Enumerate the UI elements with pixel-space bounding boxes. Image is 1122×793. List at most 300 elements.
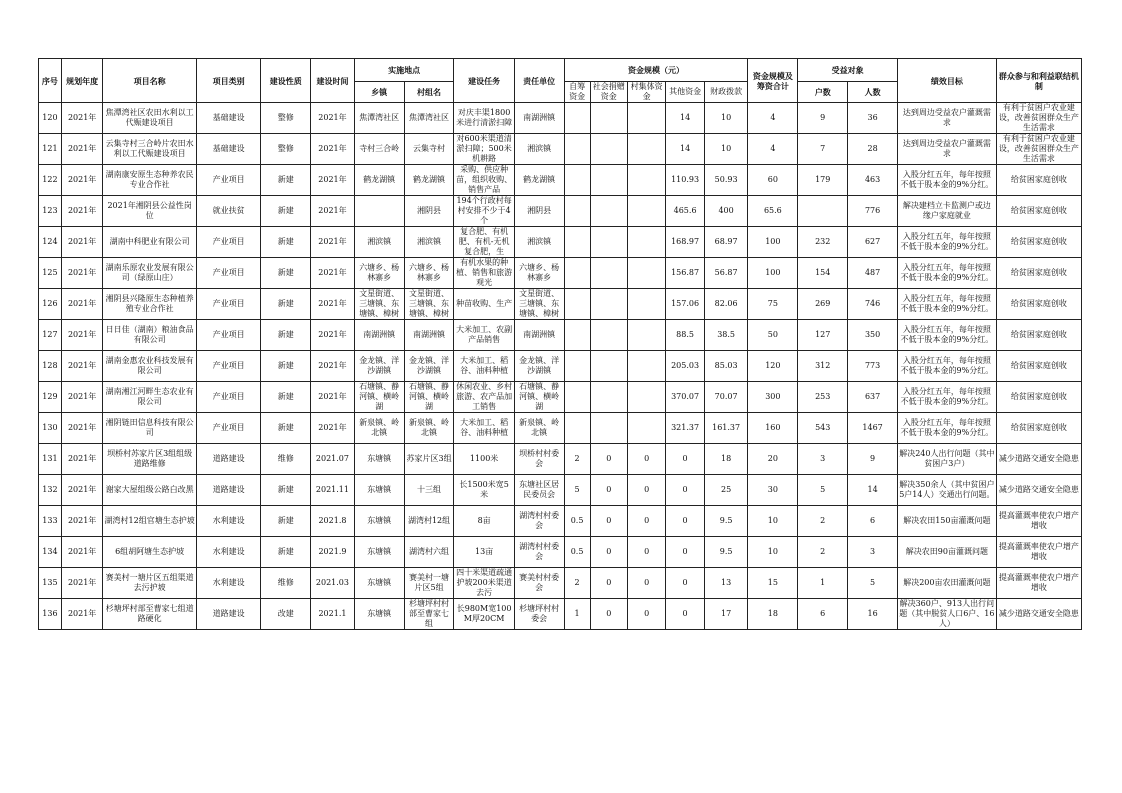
cell-seq: 128 — [39, 351, 62, 382]
cell-goal: 解决农田150亩灌溉问题 — [898, 506, 997, 537]
cell-collective: 0 — [627, 537, 665, 568]
cell-other: 168.97 — [666, 227, 704, 258]
cell-fiscal: 161.37 — [704, 413, 748, 444]
cell-time: 2021年 — [311, 320, 355, 351]
cell-seq: 130 — [39, 413, 62, 444]
cell-hu: 2 — [798, 537, 848, 568]
cell-goal: 解决350余人（其中贫困户5户14人）交通出行问题。 — [898, 475, 997, 506]
cell-task: 采购、供应种苗，组织收购、销售产品 — [454, 165, 514, 196]
cell-town: 东塘镇 — [354, 506, 404, 537]
cell-mechanism: 给贫困家庭创收 — [996, 351, 1081, 382]
cell-goal: 入股分红五年，每年按照不低于股本金的9%分红。 — [898, 227, 997, 258]
cell-other: 0 — [666, 599, 704, 630]
cell-year: 2021年 — [61, 289, 103, 320]
cell-nature: 新建 — [261, 258, 311, 289]
cell-village: 云集寺村 — [404, 134, 454, 165]
cell-time: 2021.9 — [311, 537, 355, 568]
cell-fiscal: 68.97 — [704, 227, 748, 258]
cell-unit: 湖湾村村委会 — [514, 537, 564, 568]
cell-mechanism: 减少道路交通安全隐患 — [996, 444, 1081, 475]
table-row — [39, 320, 1082, 351]
cell-nature: 新建 — [261, 382, 311, 413]
cell-self: 0.5 — [564, 506, 590, 537]
cell-mechanism: 给贫困家庭创收 — [996, 413, 1081, 444]
cell-ren: 36 — [848, 103, 898, 134]
cell-year: 2021年 — [61, 506, 103, 537]
cell-town: 六塘乡、杨林寨乡 — [354, 258, 404, 289]
cell-time: 2021.07 — [311, 444, 355, 475]
cell-year: 2021年 — [61, 382, 103, 413]
header-task: 建设任务 — [454, 59, 514, 103]
cell-ren: 487 — [848, 258, 898, 289]
cell-collective — [627, 227, 665, 258]
cell-name: 湘阴县兴隆原生态种植养殖专业合作社 — [103, 289, 196, 320]
cell-hu: 7 — [798, 134, 848, 165]
cell-time: 2021年 — [311, 382, 355, 413]
cell-total: 120 — [748, 351, 798, 382]
cell-unit: 湘阴县 — [514, 196, 564, 227]
cell-year: 2021年 — [61, 568, 103, 599]
cell-hu: 5 — [798, 475, 848, 506]
cell-unit: 新泉镇、岭北镇 — [514, 413, 564, 444]
cell-name: 日日佳（湖南）粮油食品有限公司 — [103, 320, 196, 351]
cell-fiscal: 9.5 — [704, 537, 748, 568]
cell-hu: 312 — [798, 351, 848, 382]
cell-mechanism: 给贫困家庭创收 — [996, 227, 1081, 258]
cell-goal: 解决240人出行问题（其中贫困户3户） — [898, 444, 997, 475]
cell-year: 2021年 — [61, 165, 103, 196]
cell-fiscal: 82.06 — [704, 289, 748, 320]
cell-seq: 122 — [39, 165, 62, 196]
cell-name: 湖湾村12组官塘生态护坡 — [103, 506, 196, 537]
cell-name: 湖南康安原生态种养农民专业合作社 — [103, 165, 196, 196]
cell-unit: 湖湾村村委会 — [514, 506, 564, 537]
table-row — [39, 475, 1082, 506]
cell-year: 2021年 — [61, 196, 103, 227]
cell-other: 157.06 — [666, 289, 704, 320]
cell-seq: 136 — [39, 599, 62, 630]
cell-nature: 维修 — [261, 444, 311, 475]
cell-village: 湖湾村12组 — [404, 506, 454, 537]
cell-task: 对600米渠道清淤扫障；500米机耕路 — [454, 134, 514, 165]
table-row — [39, 537, 1082, 568]
cell-total: 4 — [748, 134, 798, 165]
cell-name: 云集寺村三合岭片农田水利以工代赈建设项目 — [103, 134, 196, 165]
cell-ren: 776 — [848, 196, 898, 227]
cell-village: 苏家片区3组 — [404, 444, 454, 475]
cell-task: 1100米 — [454, 444, 514, 475]
cell-self — [564, 413, 590, 444]
cell-fiscal: 13 — [704, 568, 748, 599]
cell-task: 194个行政村每村安排不少于4个 — [454, 196, 514, 227]
cell-ren: 28 — [848, 134, 898, 165]
cell-mechanism: 提高灌溉率使农户增产增收 — [996, 506, 1081, 537]
cell-nature: 新建 — [261, 537, 311, 568]
cell-social: 0 — [590, 506, 627, 537]
cell-ren: 1467 — [848, 413, 898, 444]
cell-collective — [627, 413, 665, 444]
cell-type: 产业项目 — [196, 413, 260, 444]
cell-unit: 杉塘坪村村委会 — [514, 599, 564, 630]
cell-time: 2021.8 — [311, 506, 355, 537]
cell-other: 465.6 — [666, 196, 704, 227]
cell-goal: 入股分红五年，每年按照不低于股本金的9%分红。 — [898, 351, 997, 382]
cell-collective — [627, 134, 665, 165]
cell-name: 湖南中科肥业有限公司 — [103, 227, 196, 258]
header-ren: 人数 — [848, 82, 898, 103]
cell-town: 东塘镇 — [354, 444, 404, 475]
cell-type: 产业项目 — [196, 289, 260, 320]
cell-total: 50 — [748, 320, 798, 351]
cell-self — [564, 196, 590, 227]
cell-village: 湖湾村六组 — [404, 537, 454, 568]
cell-hu: 2 — [798, 506, 848, 537]
cell-total: 60 — [748, 165, 798, 196]
cell-seq: 135 — [39, 568, 62, 599]
cell-town: 东塘镇 — [354, 537, 404, 568]
header-unit: 责任单位 — [514, 59, 564, 103]
cell-mechanism: 有利于贫困户农业建设，改善贫困群众生产生活需求 — [996, 103, 1081, 134]
header-time: 建设时间 — [311, 59, 355, 103]
cell-total: 75 — [748, 289, 798, 320]
cell-task: 种苗收购、生产 — [454, 289, 514, 320]
cell-village: 杉塘坪村村部至曹家七组 — [404, 599, 454, 630]
cell-social: 0 — [590, 475, 627, 506]
cell-seq: 125 — [39, 258, 62, 289]
cell-other: 88.5 — [666, 320, 704, 351]
cell-fiscal: 18 — [704, 444, 748, 475]
cell-ren: 6 — [848, 506, 898, 537]
cell-seq: 121 — [39, 134, 62, 165]
cell-self: 1 — [564, 599, 590, 630]
header-goal: 绩效目标 — [898, 59, 997, 103]
cell-other: 0 — [666, 475, 704, 506]
header-beneficiary: 受益对象 — [798, 59, 898, 82]
cell-type: 基础建设 — [196, 134, 260, 165]
cell-year: 2021年 — [61, 444, 103, 475]
cell-task: 大米加工、稻谷、油料种植 — [454, 413, 514, 444]
cell-town: 湘滨镇 — [354, 227, 404, 258]
cell-town: 南湖洲镇 — [354, 320, 404, 351]
cell-nature: 新建 — [261, 475, 311, 506]
cell-name: 谢家大屋组级公路白改黑 — [103, 475, 196, 506]
cell-village: 赛美村一塘片区5组 — [404, 568, 454, 599]
cell-mechanism: 减少道路交通安全隐患 — [996, 599, 1081, 630]
header-mechanism: 群众参与和利益联结机制 — [996, 59, 1081, 103]
cell-goal: 解决200亩农田灌溉问题 — [898, 568, 997, 599]
cell-hu: 154 — [798, 258, 848, 289]
cell-nature: 新建 — [261, 289, 311, 320]
cell-fiscal: 400 — [704, 196, 748, 227]
header-type: 项目类别 — [196, 59, 260, 103]
cell-mechanism: 提高灌溉率使农户增产增收 — [996, 568, 1081, 599]
cell-time: 2021年 — [311, 134, 355, 165]
cell-fiscal: 56.87 — [704, 258, 748, 289]
cell-mechanism: 给贫困家庭创收 — [996, 196, 1081, 227]
cell-type: 道路建设 — [196, 599, 260, 630]
cell-self — [564, 165, 590, 196]
cell-mechanism: 给贫困家庭创收 — [996, 320, 1081, 351]
cell-seq: 129 — [39, 382, 62, 413]
cell-ren: 637 — [848, 382, 898, 413]
cell-seq: 133 — [39, 506, 62, 537]
cell-goal: 解决360户、913人出行问题（其中脱贫人口6户、16人） — [899, 599, 995, 628]
cell-social — [590, 165, 627, 196]
cell-name: 6组胡阿塘生态护坡 — [103, 537, 196, 568]
cell-fiscal: 50.93 — [704, 165, 748, 196]
cell-hu: 179 — [798, 165, 848, 196]
cell-ren: 746 — [848, 289, 898, 320]
cell-town: 东塘镇 — [354, 568, 404, 599]
cell-type: 产业项目 — [196, 227, 260, 258]
cell-goal: 入股分红五年，每年按照不低于股本金的9%分红。 — [898, 320, 997, 351]
cell-time: 2021年 — [311, 196, 355, 227]
cell-task: 大米加工、农副产品销售 — [454, 320, 514, 351]
cell-goal: 解决建档立卡监测户或边缘户家庭就业 — [898, 196, 997, 227]
cell-social: 0 — [590, 568, 627, 599]
cell-village: 鹤龙湖镇 — [404, 165, 454, 196]
cell-other: 370.07 — [666, 382, 704, 413]
header-total: 资金规模及筹资合计 — [748, 59, 798, 103]
cell-task: 复合肥、有机肥、有机-无机复合肥，生 — [454, 227, 514, 258]
cell-hu: 253 — [798, 382, 848, 413]
cell-social — [590, 289, 627, 320]
cell-unit: 文星街道、三塘镇、东塘镇、樟树 — [514, 289, 564, 320]
cell-name: 坝桥村苏家片区3组组级道路维修 — [103, 444, 196, 475]
header-year: 规划年度 — [61, 59, 103, 103]
header-collective: 村集体资金 — [627, 82, 665, 103]
cell-goal: 达到周边受益农户灌溉需求 — [898, 103, 997, 134]
cell-mechanism: 提高灌溉率使农户增产增收 — [996, 537, 1081, 568]
cell-year: 2021年 — [61, 258, 103, 289]
cell-goal: 入股分红五年，每年按照不低于股本金的9%分红。 — [898, 413, 997, 444]
cell-self — [564, 258, 590, 289]
cell-collective: 0 — [627, 506, 665, 537]
cell-task: 长980M宽100M厚20CM — [454, 599, 514, 630]
cell-fiscal: 17 — [704, 599, 748, 630]
cell-collective — [627, 103, 665, 134]
cell-nature: 维修 — [261, 568, 311, 599]
cell-fiscal: 10 — [704, 134, 748, 165]
cell-seq: 120 — [39, 103, 62, 134]
cell-name: 赛美村一塘片区五组渠道去污护坡 — [103, 568, 196, 599]
cell-seq: 134 — [39, 537, 62, 568]
cell-seq: 131 — [39, 444, 62, 475]
cell-other: 14 — [666, 103, 704, 134]
cell-time: 2021年 — [311, 258, 355, 289]
cell-town: 东塘镇 — [354, 475, 404, 506]
cell-social: 0 — [590, 444, 627, 475]
cell-town: 新泉镇、岭北镇 — [354, 413, 404, 444]
table-row — [39, 382, 1082, 413]
cell-social — [590, 320, 627, 351]
cell-village: 焦潭湾社区 — [404, 103, 454, 134]
cell-self — [564, 382, 590, 413]
cell-hu — [798, 196, 848, 227]
header-location: 实施地点 — [354, 59, 454, 82]
cell-total: 300 — [748, 382, 798, 413]
cell-self — [564, 227, 590, 258]
cell-village: 石塘镇、静河镇、横岭湖 — [404, 382, 454, 413]
cell-task: 对庆丰渠1800米进行清淤扫障 — [454, 103, 514, 134]
cell-total: 15 — [748, 568, 798, 599]
header-name: 项目名称 — [103, 59, 196, 103]
cell-task: 有机水果的种植、销售和旅游观光 — [454, 258, 514, 289]
cell-year: 2021年 — [61, 134, 103, 165]
cell-other: 14 — [666, 134, 704, 165]
cell-self: 2 — [564, 444, 590, 475]
table-row — [39, 599, 1082, 630]
cell-collective — [627, 196, 665, 227]
cell-type: 产业项目 — [196, 258, 260, 289]
cell-time: 2021.11 — [311, 475, 355, 506]
cell-type: 水利建设 — [196, 537, 260, 568]
cell-task: 休闲农业、乡村旅游、农产品加工销售 — [454, 382, 514, 413]
cell-type: 水利建设 — [196, 506, 260, 537]
cell-unit: 鹤龙湖镇 — [514, 165, 564, 196]
header-self: 自筹资金 — [564, 82, 590, 103]
cell-task: 四十米渠道疏通护坡200米渠道去污 — [454, 568, 514, 599]
cell-time: 2021年 — [311, 227, 355, 258]
cell-nature: 新建 — [261, 320, 311, 351]
cell-collective — [627, 165, 665, 196]
cell-town: 东塘镇 — [354, 599, 404, 630]
table-body — [39, 103, 1082, 630]
cell-ren: 9 — [848, 444, 898, 475]
cell-type: 道路建设 — [196, 444, 260, 475]
cell-fiscal: 70.07 — [704, 382, 748, 413]
cell-collective — [627, 289, 665, 320]
cell-other: 0 — [666, 506, 704, 537]
cell-nature: 整修 — [261, 103, 311, 134]
cell-self — [564, 320, 590, 351]
cell-collective: 0 — [627, 444, 665, 475]
cell-total: 30 — [748, 475, 798, 506]
cell-nature: 新建 — [261, 165, 311, 196]
cell-type: 产业项目 — [196, 382, 260, 413]
project-table — [38, 58, 1082, 630]
cell-social — [590, 351, 627, 382]
cell-nature: 改建 — [261, 599, 311, 630]
cell-unit: 东塘社区居民委员会 — [514, 475, 564, 506]
cell-year: 2021年 — [61, 475, 103, 506]
table-row — [39, 506, 1082, 537]
cell-ren: 463 — [848, 165, 898, 196]
cell-unit: 湘滨镇 — [514, 227, 564, 258]
cell-ren: 350 — [848, 320, 898, 351]
cell-social: 0 — [590, 599, 627, 630]
cell-hu: 6 — [798, 599, 848, 630]
cell-name: 2021年湘阴县公益性岗位 — [103, 196, 196, 227]
cell-town: 焦潭湾社区 — [354, 103, 404, 134]
table-row — [39, 196, 1082, 227]
cell-goal: 解决农田90亩灌溉问题 — [898, 537, 997, 568]
cell-type: 就业扶贫 — [196, 196, 260, 227]
cell-social — [590, 134, 627, 165]
cell-self: 0.5 — [564, 537, 590, 568]
cell-unit: 坝桥村村委会 — [514, 444, 564, 475]
cell-task: 13亩 — [454, 537, 514, 568]
cell-type: 产业项目 — [196, 165, 260, 196]
cell-year: 2021年 — [61, 599, 103, 630]
cell-mechanism: 给贫困家庭创收 — [996, 258, 1081, 289]
cell-ren: 16 — [848, 599, 898, 630]
cell-other: 205.03 — [666, 351, 704, 382]
cell-year: 2021年 — [61, 537, 103, 568]
cell-time: 2021.03 — [311, 568, 355, 599]
cell-social — [590, 227, 627, 258]
cell-type: 基础建设 — [196, 103, 260, 134]
cell-self — [564, 134, 590, 165]
cell-goal: 入股分红五年，每年按照不低于股本金的9%分红。 — [898, 165, 997, 196]
cell-time: 2021年 — [311, 103, 355, 134]
cell-nature: 整修 — [261, 134, 311, 165]
cell-fiscal: 9.5 — [704, 506, 748, 537]
cell-town: 鹤龙湖镇 — [354, 165, 404, 196]
cell-type: 产业项目 — [196, 351, 260, 382]
cell-unit: 南湖洲镇 — [514, 103, 564, 134]
cell-village: 新泉镇、岭北镇 — [404, 413, 454, 444]
cell-name: 湖南乐原农业发展有限公司（绿原山庄） — [103, 258, 196, 289]
cell-hu: 9 — [798, 103, 848, 134]
cell-total: 4 — [748, 103, 798, 134]
cell-village: 湘阴县 — [404, 196, 454, 227]
cell-other: 0 — [666, 444, 704, 475]
cell-town: 金龙镇、洋沙湖镇 — [354, 351, 404, 382]
cell-social: 0 — [590, 537, 627, 568]
cell-type: 水利建设 — [196, 568, 260, 599]
header-row-1 — [39, 59, 1082, 82]
cell-town: 寺村三合岭 — [354, 134, 404, 165]
header-town: 乡镇 — [354, 82, 404, 103]
cell-goal: 入股分红五年，每年按照不低于股本金的9%分红。 — [898, 258, 997, 289]
cell-social — [590, 103, 627, 134]
cell-year: 2021年 — [61, 103, 103, 134]
header-funds: 资金规模（元） — [564, 59, 748, 82]
cell-year: 2021年 — [61, 413, 103, 444]
cell-seq: 126 — [39, 289, 62, 320]
cell-unit: 六塘乡、杨林寨乡 — [514, 258, 564, 289]
cell-task: 8亩 — [454, 506, 514, 537]
cell-name: 焦潭湾社区农田水利以工代赈建设项目 — [103, 103, 196, 134]
cell-other: 0 — [666, 568, 704, 599]
cell-type: 产业项目 — [196, 320, 260, 351]
cell-collective — [627, 258, 665, 289]
header-hu: 户数 — [798, 82, 848, 103]
cell-unit: 石塘镇、静河镇、横岭湖 — [514, 382, 564, 413]
cell-self: 2 — [564, 568, 590, 599]
table-row — [39, 444, 1082, 475]
cell-ren: 3 — [848, 537, 898, 568]
cell-village: 金龙镇、洋沙湖镇 — [404, 351, 454, 382]
cell-collective: 0 — [627, 568, 665, 599]
cell-social — [590, 382, 627, 413]
table-row — [39, 413, 1082, 444]
cell-total: 20 — [748, 444, 798, 475]
cell-mechanism: 给贫困家庭创收 — [996, 382, 1081, 413]
cell-town: 石塘镇、静河镇、横岭湖 — [354, 382, 404, 413]
cell-town: 文星街道、三塘镇、东塘镇、樟树 — [354, 289, 404, 320]
table-row — [39, 103, 1082, 134]
cell-time: 2021年 — [311, 351, 355, 382]
cell-seq: 124 — [39, 227, 62, 258]
cell-nature: 新建 — [261, 196, 311, 227]
cell-hu: 1 — [798, 568, 848, 599]
cell-social — [590, 413, 627, 444]
cell-goal: 达到周边受益农户灌溉需求 — [898, 134, 997, 165]
cell-time: 2021年 — [311, 165, 355, 196]
cell-self: 5 — [564, 475, 590, 506]
